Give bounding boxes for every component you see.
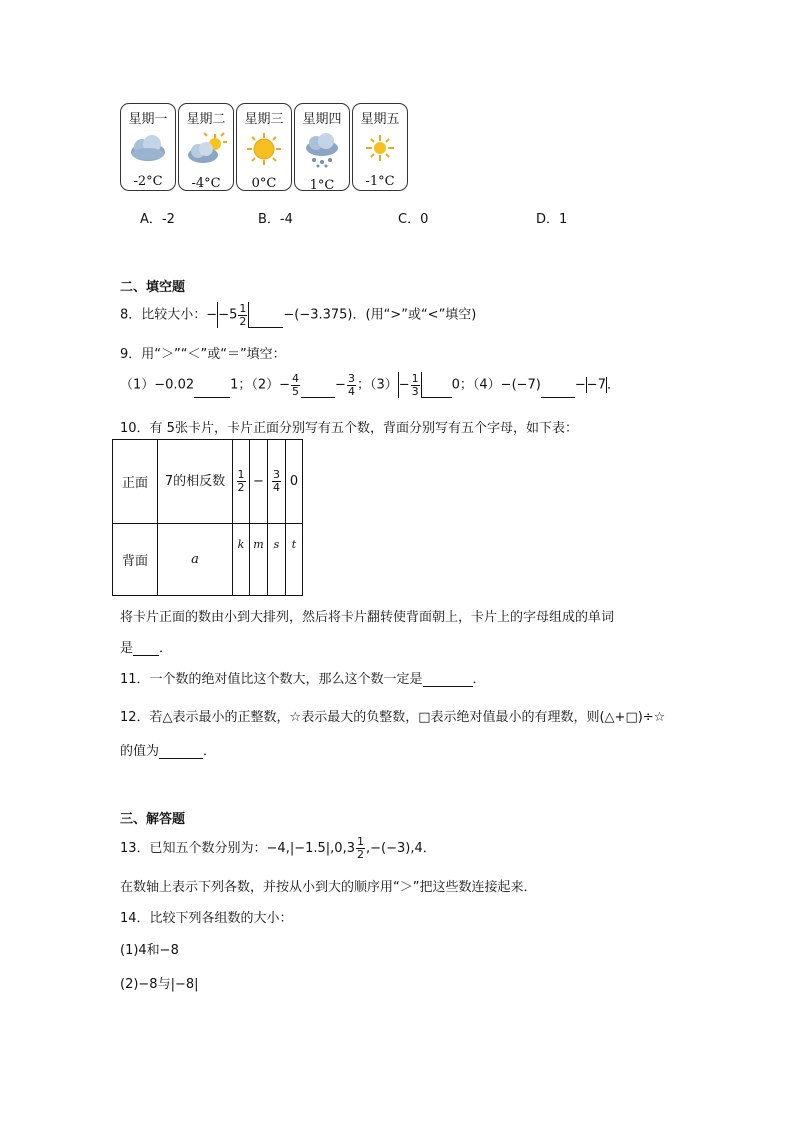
front-cell-4: $\frac{3}{4}$ xyxy=(268,440,286,524)
weather-card xyxy=(352,103,408,191)
option-b: B．-4 xyxy=(258,212,293,227)
back-cell-3: m xyxy=(250,524,268,596)
option-c: C．0 xyxy=(398,212,429,227)
front-cell-2: $\frac{1}{2}$ xyxy=(233,440,250,524)
back-cell-4: s xyxy=(268,524,286,596)
question-12-answer-line: 的值为 ． xyxy=(120,744,217,759)
question-10-text: 将卡片正面的数由小到大排列，然后将卡片翻转使背面朝上，卡片上的字母组成的单词 xyxy=(120,610,615,625)
sun-cloud-icon xyxy=(185,129,227,170)
back-cell-1: a xyxy=(158,524,233,596)
question-9-parts: （1）−0.02 1；（2）− $\frac{4}{5}$ − $\frac{3}{4}$ ；（3）− $\frac{1}{3}$ 0；（4）−(−7) −−7． xyxy=(120,371,620,398)
weather-day: 星期一 xyxy=(128,112,168,127)
weather-card xyxy=(236,103,292,191)
weather-card xyxy=(178,103,234,191)
question-10-answer-line: 是 ． xyxy=(120,641,173,656)
option-a: A．-2 xyxy=(140,212,175,227)
question-8: 8．比较大小：−−5 $\frac{1}{2}$ −(−3.375)．(用“>”或“<”填空) xyxy=(120,301,477,328)
weather-day: 星期二 xyxy=(186,112,226,127)
question-9-title: 9．用“＞”“＜”或“＝”填空： xyxy=(120,347,286,362)
answer-blank[interactable] xyxy=(301,385,335,398)
answer-blank[interactable] xyxy=(159,746,203,759)
answer-blank[interactable] xyxy=(194,385,230,398)
answer-blank[interactable] xyxy=(541,385,575,398)
cloud-icon xyxy=(128,129,168,168)
back-cell-2: k xyxy=(233,524,250,596)
question-14-part-2: (2)−8与|−8| xyxy=(120,977,199,992)
weather-temp: -1°C xyxy=(365,174,395,189)
section-solve: 三、解答题 xyxy=(120,812,186,827)
question-14-title: 14．比较下列各组数的大小： xyxy=(120,911,293,926)
answer-blank[interactable] xyxy=(133,643,159,656)
front-cell-5: 0 xyxy=(286,440,303,524)
front-label: 正面 xyxy=(113,440,158,524)
back-cell-5: t xyxy=(286,524,303,596)
small-sun-icon xyxy=(363,129,397,168)
snow-cloud-icon xyxy=(302,129,342,172)
weather-temp: -4°C xyxy=(191,176,221,191)
answer-blank[interactable] xyxy=(249,315,283,328)
answer-blank[interactable] xyxy=(423,674,473,687)
question-13-instruction: 在数轴上表示下列各数，并按从小到大的顺序用“＞”把这些数连接起来． xyxy=(120,880,537,895)
question-13: 13．已知五个数分别为：−4,|−1.5|,0,3 $\frac{1}{2}$ ,−(−3),4． xyxy=(120,835,436,861)
weather-day: 星期四 xyxy=(302,112,342,127)
front-cell-3: − xyxy=(250,440,268,524)
weather-temp: 0°C xyxy=(251,176,277,191)
weather-day: 星期五 xyxy=(360,112,400,127)
question-14-part-1: (1)4和−8 xyxy=(120,943,179,958)
question-10-title: 10．有 5张卡片，卡片正面分别写有五个数，背面分别写有五个字母，如下表： xyxy=(120,421,578,436)
option-d: D．1 xyxy=(536,212,568,227)
answer-options xyxy=(140,208,660,226)
section-fill-blank: 二、填空题 xyxy=(120,280,186,295)
weather-cards xyxy=(120,103,410,193)
back-label: 背面 xyxy=(113,524,158,596)
question-11: 11．一个数的绝对值比这个数大，那么这个数一定是 ． xyxy=(120,672,486,687)
sun-icon xyxy=(246,129,282,170)
weather-day: 星期三 xyxy=(244,112,284,127)
fraction: $\frac{1}{2}$ xyxy=(239,301,247,328)
weather-card xyxy=(294,103,350,191)
answer-blank[interactable] xyxy=(422,385,452,398)
card-table xyxy=(112,439,303,596)
question-12: 12．若△表示最小的正整数，☆表示最大的负整数，□表示绝对值最小的有理数，则(△+□)÷☆ xyxy=(120,710,666,725)
weather-temp: 1°C xyxy=(309,178,335,193)
weather-temp: -2°C xyxy=(133,174,163,189)
weather-card xyxy=(120,103,176,191)
front-cell-1: 7的相反数 xyxy=(158,440,233,524)
